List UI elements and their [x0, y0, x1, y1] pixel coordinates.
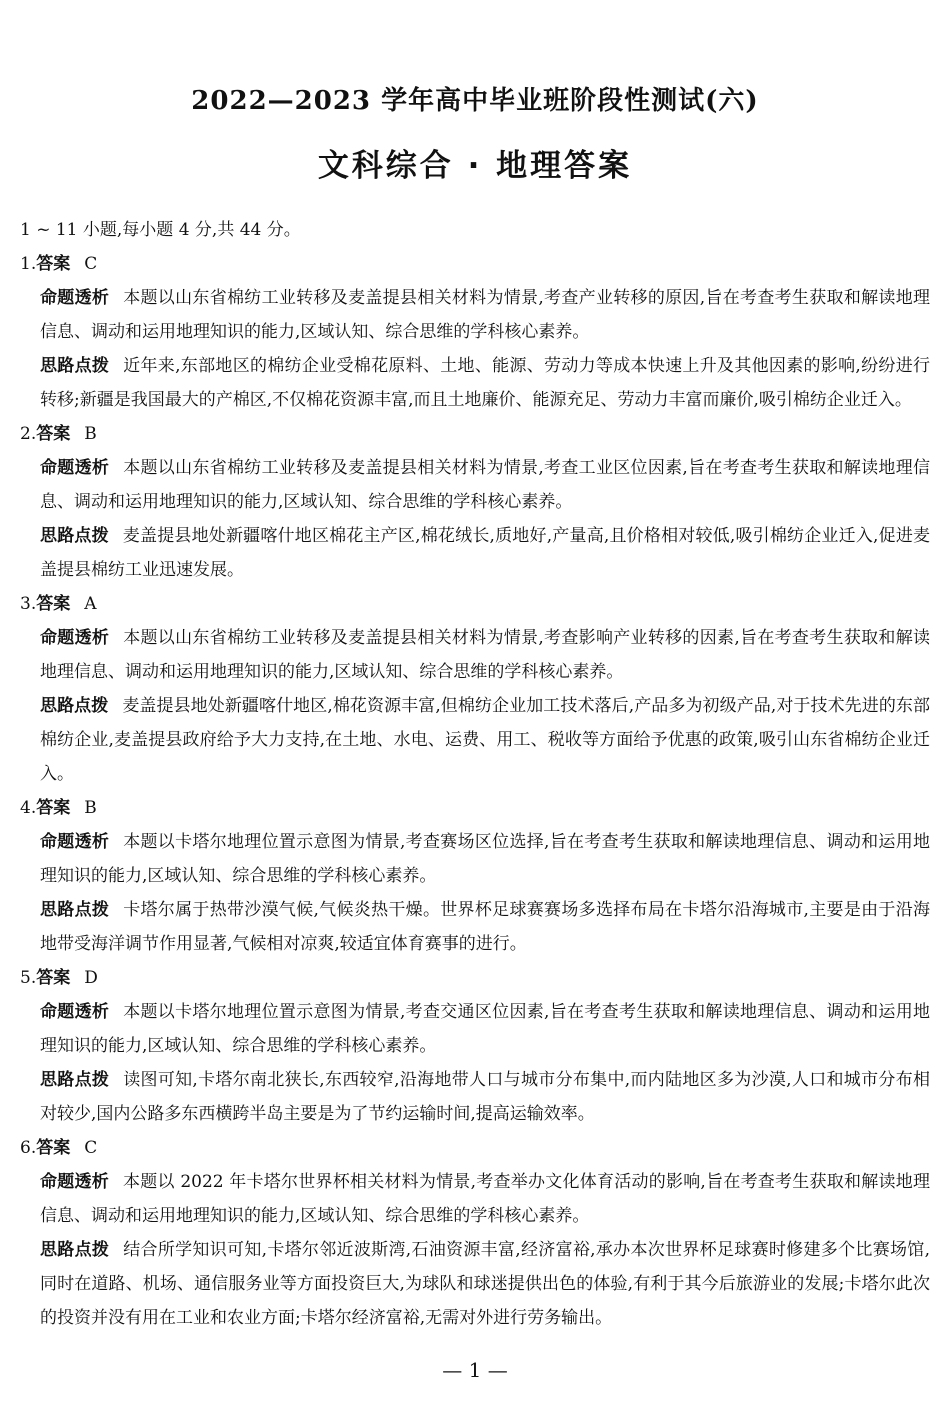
question-answer-line: [20, 961, 930, 995]
approach-text: 结合所学知识可知,卡塔尔邻近波斯湾,石油资源丰富,经济富裕,承办本次世界杯足球赛时修建多个比赛场馆,同时在道路、机场、通信服务业等方面投资巨大,为球队和球迷提供出色的体验,有利于其今后旅游业的发展;卡塔尔此次的投资并没有用在工业和农业方面;卡塔尔经济富裕,无需对外进行劳务输出。: [40, 1240, 930, 1328]
scoring-intro: 1 ~ 11 小题,每小题 4 分,共 44 分。: [20, 220, 301, 240]
analysis-text: 本题以 2022 年卡塔尔世界杯相关材料为情景,考查举办文化体育活动的影响,旨在考查考生获取和解读地理信息、调动和运用地理知识的能力,区域认知、综合思维的学科核心素养。: [40, 1172, 930, 1226]
analysis-text: 本题以山东省棉纺工业转移及麦盖提县相关材料为情景,考查产业转移的原因,旨在考查考生获取和解读地理信息、调动和运用地理知识的能力,区域认知、综合思维的学科核心素养。: [40, 288, 931, 342]
answer-choice: A: [84, 594, 97, 614]
page-number: — 1 —: [442, 1358, 508, 1382]
question-number: 3.: [20, 594, 37, 614]
analysis-text: 本题以山东省棉纺工业转移及麦盖提县相关材料为情景,考查影响产业转移的因素,旨在考查考生获取和解读地理信息、调动和运用地理知识的能力,区域认知、综合思维的学科核心素养。: [40, 628, 931, 682]
answer-label: 答案: [36, 968, 71, 988]
approach-text: 麦盖提县地处新疆喀什地区棉花主产区,棉花绒长,质地好,产量高,且价格相对较低,吸引棉纺企业迁入,促进麦盖提县棉纺工业迅速发展。: [40, 526, 931, 580]
question-answer-line: [20, 1131, 930, 1165]
approach-text: 近年来,东部地区的棉纺企业受棉花原料、土地、能源、劳动力等成本快速上升及其他因素的影响,纷纷进行转移;新疆是我国最大的产棉区,不仅棉花资源丰富,而且土地廉价、能源充足、劳动力丰富而廉价,吸引棉纺企业迁入。: [40, 356, 931, 410]
analysis-label: 命题透析: [40, 832, 110, 852]
answer-choice: C: [84, 254, 98, 274]
question-block: [20, 417, 930, 587]
approach-label: 思路点拨: [40, 900, 110, 920]
approach-paragraph: [20, 893, 930, 961]
answer-choice: D: [84, 968, 98, 988]
approach-text: 读图可知,卡塔尔南北狭长,东西较窄,沿海地带人口与城市分布集中,而内陆地区多为沙漠,人口和城市分布相对较少,国内公路多东西横跨半岛主要是为了节约运输时间,提高运输效率。: [40, 1070, 930, 1124]
question-number: 2.: [20, 424, 37, 444]
approach-paragraph: [20, 1233, 930, 1335]
approach-text: 卡塔尔属于热带沙漠气候,气候炎热干燥。世界杯足球赛赛场多选择布局在卡塔尔沿海城市,主要是由于沿海地带受海洋调节作用显著,气候相对凉爽,较适宜体育赛事的进行。: [40, 900, 931, 954]
questions-list: [20, 247, 930, 1335]
question-answer-line: [20, 587, 930, 621]
analysis-text: 本题以山东省棉纺工业转移及麦盖提县相关材料为情景,考查工业区位因素,旨在考查考生获取和解读地理信息、调动和运用地理知识的能力,区域认知、综合思维的学科核心素养。: [40, 458, 931, 512]
question-block: [20, 961, 930, 1131]
question-block: [20, 1131, 930, 1335]
approach-paragraph: [20, 519, 930, 587]
answer-label: 答案: [36, 254, 71, 274]
analysis-paragraph: [20, 281, 930, 349]
approach-paragraph: [20, 689, 930, 791]
question-number: 6.: [20, 1138, 37, 1158]
question-number: 4.: [20, 798, 37, 818]
answer-choice: B: [84, 424, 97, 444]
question-answer-line: [20, 247, 930, 281]
document-subtitle: 文科综合 · 地理答案: [317, 148, 633, 184]
approach-label: 思路点拨: [40, 526, 109, 546]
exam-title: 2022—2023 学年高中毕业班阶段性测试(六): [191, 86, 759, 116]
question-block: [20, 587, 930, 791]
answer-label: 答案: [36, 424, 71, 444]
analysis-label: 命题透析: [40, 628, 110, 648]
analysis-label: 命题透析: [40, 458, 110, 478]
analysis-text: 本题以卡塔尔地理位置示意图为情景,考查赛场区位选择,旨在考查考生获取和解读地理信息、调动和运用地理知识的能力,区域认知、综合思维的学科核心素养。: [40, 832, 931, 886]
answer-choice: B: [84, 798, 97, 818]
question-block: [20, 791, 930, 961]
approach-label: 思路点拨: [40, 1070, 110, 1090]
analysis-text: 本题以卡塔尔地理位置示意图为情景,考查交通区位因素,旨在考查考生获取和解读地理信息、调动和运用地理知识的能力,区域认知、综合思维的学科核心素养。: [40, 1002, 931, 1056]
analysis-paragraph: [20, 825, 930, 893]
approach-label: 思路点拨: [40, 696, 109, 716]
analysis-paragraph: [20, 451, 930, 519]
question-number: 5.: [20, 968, 37, 988]
answer-choice: C: [84, 1138, 98, 1158]
analysis-paragraph: [20, 621, 930, 689]
approach-label: 思路点拨: [40, 356, 110, 376]
approach-label: 思路点拨: [40, 1240, 110, 1260]
analysis-label: 命题透析: [40, 1172, 109, 1192]
question-answer-line: [20, 417, 930, 451]
question-answer-line: [20, 791, 930, 825]
answer-label: 答案: [36, 594, 71, 614]
question-number: 1.: [20, 254, 37, 274]
approach-paragraph: [20, 1063, 930, 1131]
answer-label: 答案: [36, 798, 71, 818]
answer-label: 答案: [36, 1138, 71, 1158]
analysis-paragraph: [20, 995, 930, 1063]
analysis-label: 命题透析: [40, 288, 110, 308]
analysis-paragraph: [20, 1165, 930, 1233]
approach-text: 麦盖提县地处新疆喀什地区,棉花资源丰富,但棉纺企业加工技术落后,产品多为初级产品,对于技术先进的东部棉纺企业,麦盖提县政府给予大力支持,在土地、水电、运费、用工、税收等方面给予优惠的政策,吸引山东省棉纺企业迁入。: [40, 696, 931, 784]
answer-content: [20, 213, 930, 1335]
question-block: [20, 247, 930, 417]
analysis-label: 命题透析: [40, 1002, 110, 1022]
approach-paragraph: [20, 349, 930, 417]
